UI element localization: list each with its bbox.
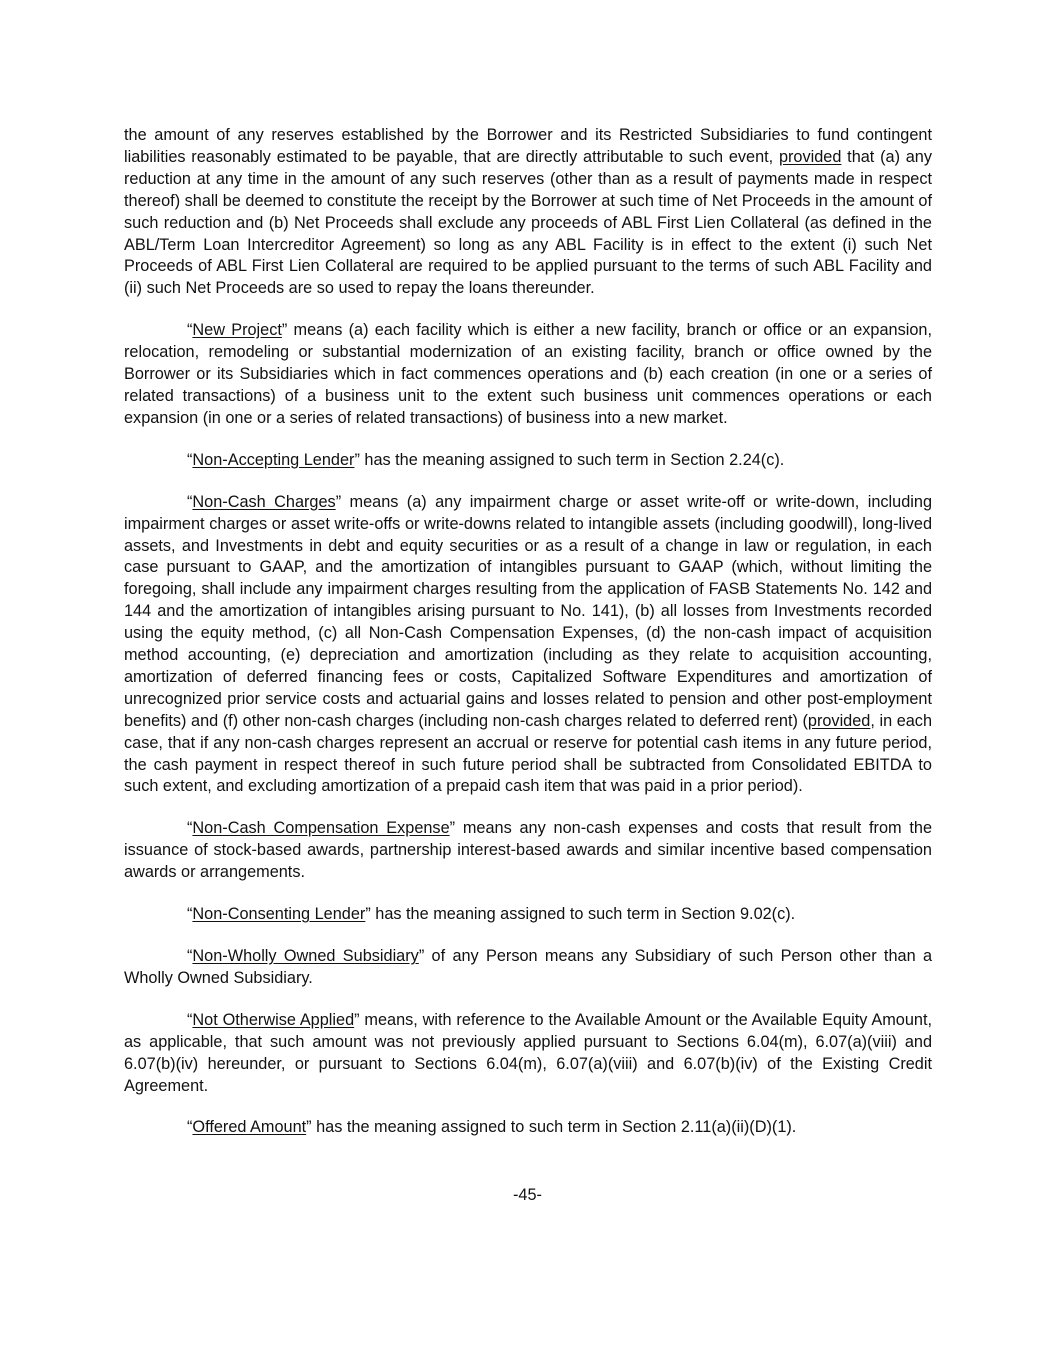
text-run: the amount of any reserves established by the Borrower and its Restricted Subsidiaries to fund contingent liabilities reasonably estimated to be payable, that are directly attributable to such event, <box>124 126 932 166</box>
definition-non-cash-charges <box>124 492 932 799</box>
page-number: -45- <box>513 1186 542 1204</box>
defined-term: Not Otherwise Applied <box>192 1010 355 1029</box>
definition-non-wholly-owned-subsidiary <box>124 946 932 990</box>
text-run: that (a) any reduction at any time in the amount of any such reserves (other than as a result of payments made in respect thereof) shall be deemed to constitute the receipt by the Borrower at such time of Net Proceeds in the amount of such reduction and (b) Net Proceeds shall exclude any proceeds of ABL First Lien Collateral (as defined in the ABL/Term Loan Intercreditor Agreement) so long as any ABL Facility is in effect to the extent (i) such Net Proceeds of ABL First Lien Collateral are required to be applied pursuant to the terms of such ABL Facility and (ii) such Net Proceeds are so used to repay the loans thereunder. <box>124 147 932 298</box>
definition-new-project <box>124 320 932 430</box>
open-quote: “ <box>187 492 193 511</box>
defined-term: Non-Cash Compensation Expense <box>192 819 450 838</box>
open-quote: “ <box>187 947 193 965</box>
definition-non-cash-compensation-expense <box>124 818 932 884</box>
definition-text: ” means any non-cash expenses and costs that result from the issuance of stock-based awards, partnership interest-based awards and similar incentive based compensation awards or arrangements. <box>124 819 932 882</box>
definition-text: ” means (a) any impairment charge or asset write-off or write-down, including impairment charges or asset write-offs or write-downs related to intangible assets (including goodwill), long-lived assets, and Investments in debt and equity securities or as a result of a change in law or regulation, in each case pursuant to GAAP, and the amortization of intangibles pursuant to GAAP (which, without limiting the foregoing, shall include any impairment charges resulting from the application of FASB Statements No. 142 and 144 and the amortization of intangibles arising pursuant to No. 141), (b) all losses from Investments recorded using the equity method, (c) all Non-Cash Compensation Expenses, (d) the non-cash impact of acquisition method accounting, (e) depreciation and amortization (including as they relate to acquisition accounting, amortization of deferred financing fees or costs, Capitalized Software Expenditures and amortization of unrecognized prior service costs and actuarial gains and losses related to pension and other post-employment benefits) and (f) other non-cash charges (including non-cash charges related to deferred rent) ( <box>124 492 932 730</box>
defined-term-provided: provided <box>807 711 871 730</box>
defined-term: Non-Wholly Owned Subsidiary <box>192 947 419 965</box>
defined-term-provided: provided <box>778 147 842 166</box>
defined-term: Non-Cash Charges <box>192 492 336 511</box>
definition-text: ” has the meaning assigned to such term in Section 2.11(a)(ii)(D)(1). <box>306 1118 797 1137</box>
open-quote: “ <box>187 450 193 469</box>
definition-non-consenting-lender <box>124 904 932 926</box>
definition-offered-amount <box>124 1117 932 1139</box>
open-quote: “ <box>187 1010 193 1029</box>
defined-term: Offered Amount <box>192 1118 307 1137</box>
open-quote: “ <box>187 819 193 838</box>
defined-term: New Project <box>192 321 282 340</box>
paragraph-net-proceeds-continued <box>124 125 932 300</box>
definition-not-otherwise-applied <box>124 1010 932 1098</box>
definition-text: ” of any Person means any Subsidiary of such Person other than a Wholly Owned Subsidiary. <box>124 947 932 987</box>
definition-text: , in each case, that if any non-cash charges represent an accrual or reserve for potential cash items in any future period, the cash payment in respect thereof in such future period shall be subtracted from Consolidated EBITDA to such extent, and excluding amortization of a prepaid cash item that was paid in a prior period). <box>124 711 932 796</box>
open-quote: “ <box>187 321 193 340</box>
definition-non-accepting-lender <box>124 450 932 472</box>
definition-text: ” has the meaning assigned to such term in Section 2.24(c). <box>354 450 785 469</box>
defined-term: Non-Accepting Lender <box>192 450 355 469</box>
open-quote: “ <box>187 1118 193 1137</box>
open-quote: “ <box>187 905 193 924</box>
definition-text: ” means (a) each facility which is either a new facility, branch or office or an expansion, relocation, remodeling or substantial modernization of an existing facility, branch or office owned by the Borrower or its Subsidiaries which in fact commences operations and (b) each creation (in one or a series of related transactions) of a business unit to the extent such business unit commences operations or each expansion (in one or a series of related transactions) of business into a new market. <box>124 321 932 427</box>
definition-text: ” means, with reference to the Available Amount or the Available Equity Amount, as applicable, that such amount was not previously applied pursuant to Sections 6.04(m), 6.07(a)(viii) and 6.07(b)(iv) hereunder, or pursuant to Sections 6.04(m), 6.07(a)(viii) and 6.07(b)(iv) of the Existing Credit Agreement. <box>124 1010 932 1095</box>
definition-text: ” has the meaning assigned to such term in Section 9.02(c). <box>365 905 796 924</box>
document-body <box>124 125 932 1139</box>
defined-term: Non-Consenting Lender <box>192 905 366 924</box>
